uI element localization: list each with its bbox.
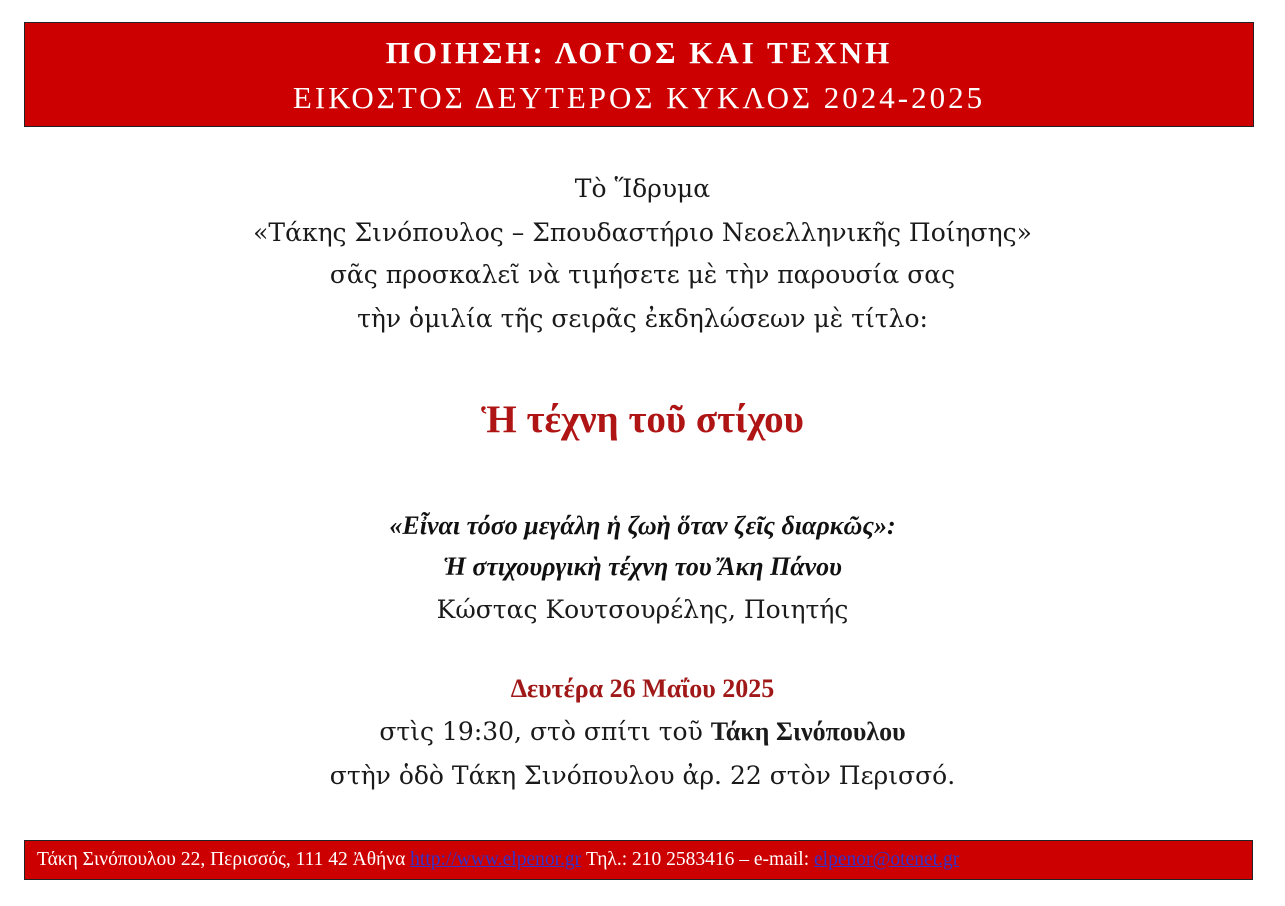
- email-link[interactable]: elpenor@otenet.gr: [814, 849, 960, 870]
- talk-title-line-1: «Εἶναι τόσο μεγάλη ἡ ζωὴ ὅταν ζεῖς διαρκῶς»:: [389, 511, 896, 540]
- event-address: στὴν ὁδὸ Τάκη Σινόπουλου ἀρ. 22 στὸν Περισσό.: [329, 761, 956, 790]
- speaker-name: Κώστας Κουτσουρέλης, Ποιητής: [436, 595, 849, 624]
- time-prefix: στὶς 19:30, στὸ σπίτι τοῦ: [379, 717, 711, 746]
- event-date: Δευτέρα 26 Μαΐου 2025: [510, 674, 775, 703]
- invitation-line-1: Τὸ Ἵδρυμα: [574, 174, 711, 203]
- website-link[interactable]: http://www.elpenor.gr: [410, 849, 582, 870]
- host-name: Τάκη Σινόπουλου: [710, 717, 906, 746]
- header-banner: [24, 22, 1254, 127]
- footer-phone: Τηλ.: 210 2583416 – e-mail:: [581, 849, 814, 870]
- footer-address: Τάκη Σινόπουλου 22, Περισσός, 111 42 Ἀθήνα: [37, 849, 411, 870]
- talk-title-line-2: Ἡ στιχουργικὴ τέχνη του Ἄκη Πάνου: [443, 552, 842, 581]
- event-time-venue: [0, 717, 1285, 747]
- event-title: Ἡ τέχνη τοῦ στίχου: [481, 398, 804, 441]
- series-subtitle: ΕΙΚΟΣΤΟΣ ΔΕΥΤΕΡΟΣ ΚΥΚΛΟΣ 2024-2025: [292, 80, 986, 115]
- footer-bar: [24, 840, 1253, 880]
- invitation-line-4: τὴν ὁμιλία τῆς σειρᾶς ἐκδηλώσεων μὲ τίτλο:: [357, 304, 928, 333]
- series-title: ΠΟΙΗΣΗ: ΛΟΓΟΣ ΚΑΙ ΤΕΧΝΗ: [385, 35, 893, 70]
- invitation-line-2: «Τάκης Σινόπουλος – Σπουδαστήριο Νεοελληνικῆς Ποίησης»: [253, 218, 1032, 247]
- invitation-line-3: σᾶς προσκαλεῖ νὰ τιμήσετε μὲ τὴν παρουσία σας: [329, 260, 956, 289]
